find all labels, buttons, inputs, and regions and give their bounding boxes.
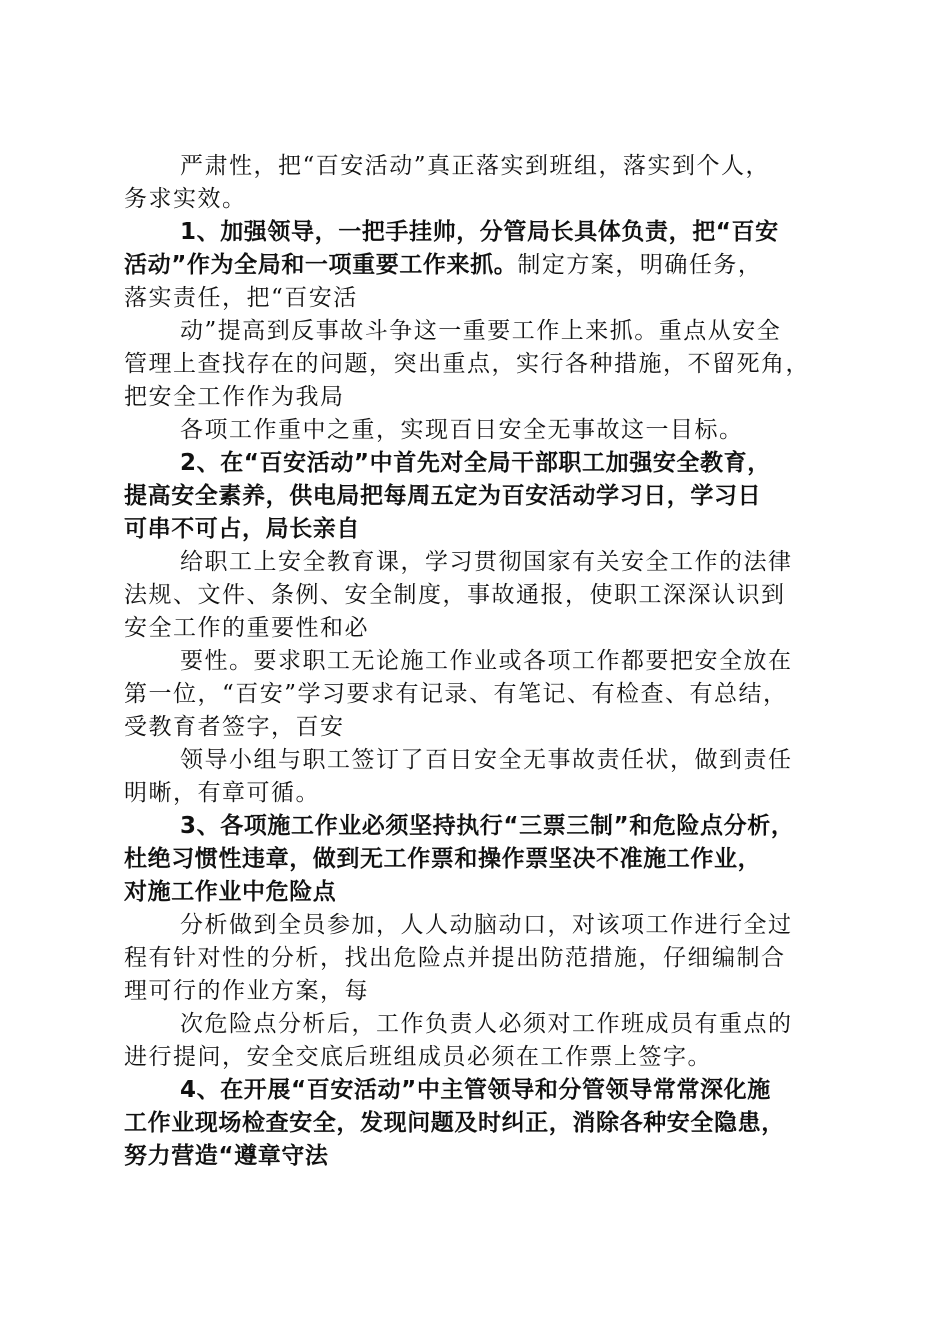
text-line: 理可行的作业方案，每 (124, 978, 369, 1004)
text-line: 受教育者签字，百安 (124, 714, 345, 740)
item-3-heading-line: 杜绝习惯性违章，做到无工作票和操作票坚决不准施工作业， (124, 846, 762, 872)
text-line: 管理上查找存在的问题，突出重点，实行各种措施，不留死角， (124, 351, 810, 377)
item-1-heading-end: 活动”作为全局和一项重要工作来抓。 (124, 252, 518, 278)
text-line: 领导小组与职工签订了百日安全无事故责任状，做到责任 (180, 747, 793, 773)
text-line: 要性。要求职工无论施工作业或各项工作都要把安全放在 (180, 648, 793, 674)
text-line: 明晰，有章可循。 (124, 780, 320, 806)
text-line: 第一位，“百安”学习要求有记录、有笔记、有检查、有总结， (124, 681, 788, 707)
item-3-heading-line: 对施工作业中危险点 (124, 879, 337, 905)
text-line: 严肃性，把“百安活动”真正落实到班组，落实到个人， (180, 153, 771, 179)
item-2-heading-line: 可串不可占，局长亲自 (124, 516, 360, 542)
text-line: 分析做到全员参加，人人动脑动口，对该项工作进行全过 (180, 912, 793, 938)
item-2-heading-line: 2、在“百安活动”中首先对全局干部职工加强安全教育， (180, 450, 771, 476)
item-3-heading-line: 3、各项施工作业必须坚持执行“三票三制”和危险点分析， (180, 813, 795, 839)
item-4-heading-line: 工作业现场检查安全，发现问题及时纠正，消除各种安全隐患， (124, 1110, 785, 1136)
item-1-mixed-line (124, 249, 844, 282)
text-line: 次危险点分析后，工作负责人必须对工作班成员有重点的 (180, 1011, 793, 1037)
document-body (124, 150, 844, 1173)
text-line: 安全工作的重要性和必 (124, 615, 369, 641)
text-line: 给职工上安全教育课，学习贯彻国家有关安全工作的法律 (180, 549, 793, 575)
text-line: 各项工作重中之重，实现百日安全无事故这一目标。 (180, 417, 744, 443)
text-line: 动”提高到反事故斗争这一重要工作上来抓。重点从安全 (180, 318, 782, 344)
text-line: 进行提问，安全交底后班组成员必须在工作票上签字。 (124, 1044, 712, 1070)
item-4-heading-line: 4、在开展“百安活动”中主管领导和分管领导常常深化施 (180, 1077, 771, 1103)
text-line: 落实责任，把“百安活 (124, 285, 358, 311)
text-line: 把安全工作作为我局 (124, 384, 345, 410)
item-2-heading-line: 提高安全素养，供电局把每周五定为百安活动学习日，学习日 (124, 483, 762, 509)
text-line: 程有针对性的分析，找出危险点并提出防范措施，仔细编制合 (124, 945, 786, 971)
text-line: 务求实效。 (124, 186, 247, 212)
text-line: 法规、文件、条例、安全制度，事故通报，使职工深深认识到 (124, 582, 786, 608)
item-1-heading-line: 1、加强领导，一把手挂帅，分管局长具体负责，把“百安 (180, 219, 779, 245)
item-1-text-start: 制定方案，明确任务， (517, 252, 763, 278)
item-4-heading-line: 努力营造“遵章守法 (124, 1143, 329, 1169)
